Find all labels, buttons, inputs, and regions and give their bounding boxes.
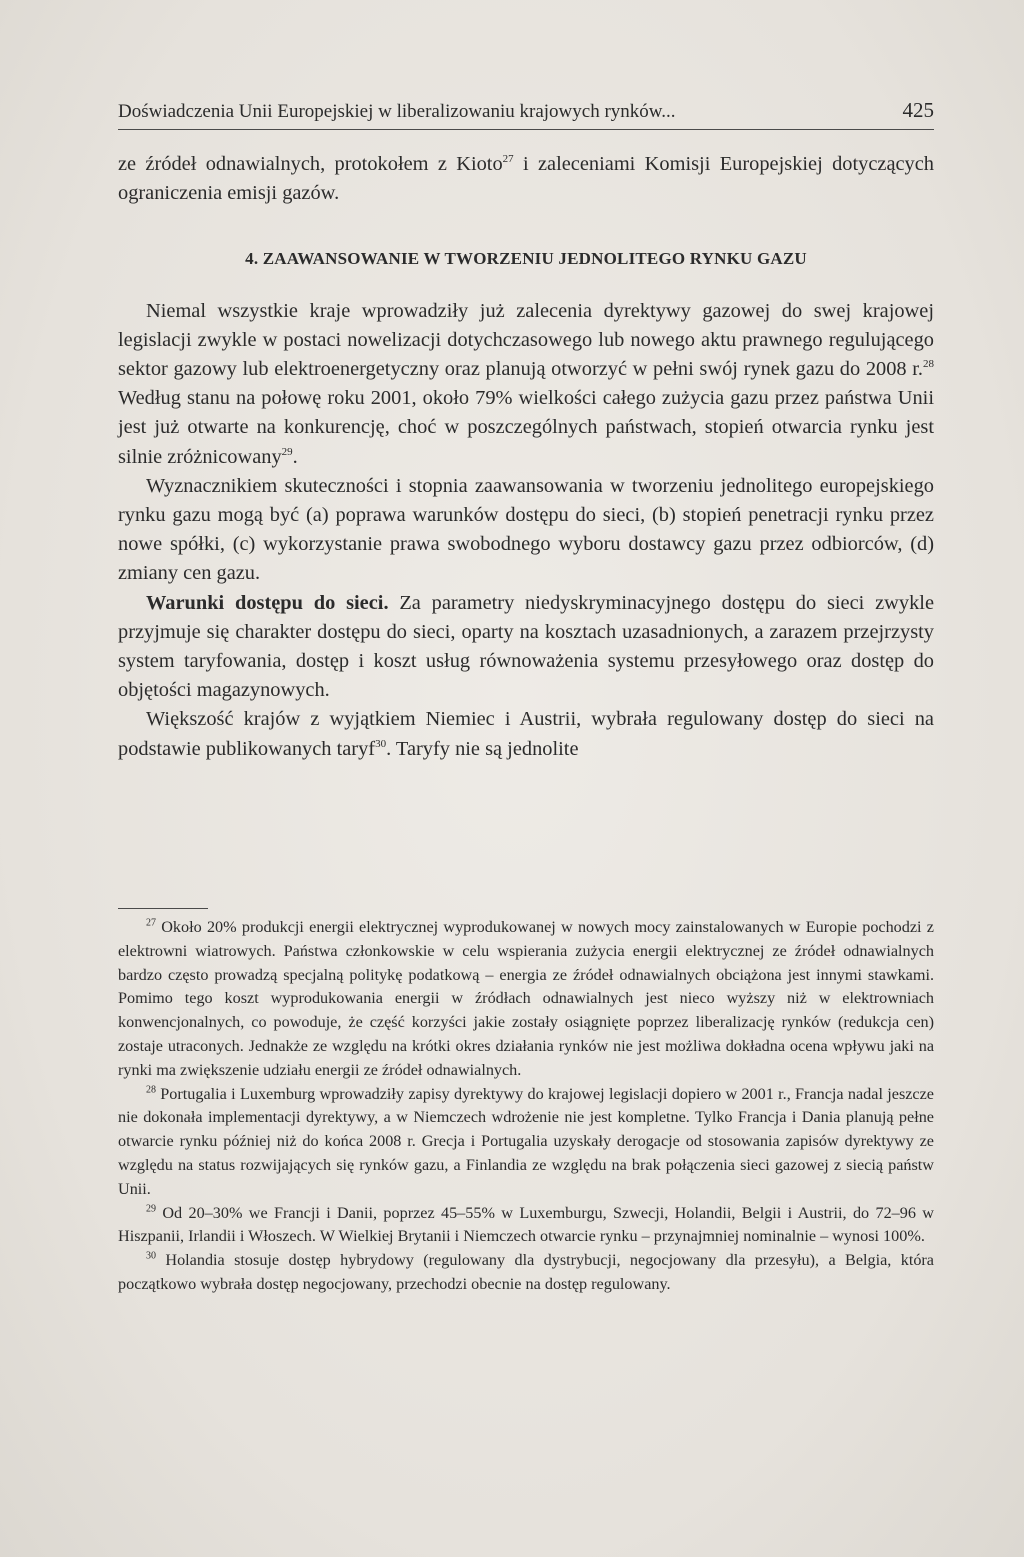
text-run: Za parametry niedyskryminacyjnego dostępu do sieci zwykle przyjmuje się charakter dostępu do sieci, oparty na kosztach uzasadnionych, a zarazem przejrzysty system taryfowania, dostęp i koszt usług równoważenia systemu przesyłowego oraz dostęp do objętości magazynowych. <box>118 591 934 702</box>
text-run: Według stanu na połowę roku 2001, około 79% wielkości całego zużycia gazu przez państwa Unii jest już otwarte na konkurencję, choć w poszczególnych państwach, stopień otwarcia rynku jest silnie zróżnicowany <box>118 387 934 468</box>
footnote-ref-27: 27 <box>502 153 514 166</box>
paragraph-3 <box>118 589 934 706</box>
running-header <box>118 98 934 130</box>
running-title: Doświadczenia Unii Europejskiej w liberalizowaniu krajowych rynków... <box>118 101 676 122</box>
footnote-text: Od 20–30% we Francji i Danii, poprzez 45–55% w Luxemburgu, Szwecji, Holandii, Belgii i Austrii, do 72–96 w Hiszpanii, Irlandii i Włoszech. W Wielkiej Brytanii i Niemczech otwarcie rynku – przynajmniej nominalnie – wynosi 100%. <box>118 1203 934 1246</box>
text-run: ze źródeł odnawialnych, protokołem z Kioto <box>118 153 503 175</box>
footnote-29 <box>118 1202 934 1250</box>
text-run: . <box>292 445 298 468</box>
footnote-text: Około 20% produkcji energii elektrycznej wyprodukowanej w nowych mocy zainstalowanych w Europie pochodzi z elektrowni wiatrowych. Państwa członkowskie w celu wspierania zużycia energii elektrycznej ze źródeł odnawialnych bardzo często prowadzą specjalną politykę podatkową – energia ze źródeł odnawialnych obciążona jest innymi stawkami. Pomimo tego koszt wyprodukowania energii w źródłach odnawialnych jest nieco wyższy niż w elektrowniach konwencjonalnych, co powoduje, że część korzyści jakie zostały osiągnięte poprzez liberalizację rynków (redukcja cen) zostaje utraconych. Jednakże ze względu na krótki okres działania rynków nie jest możliwa dokładna ocena wpływu jaki na rynki ma zwiększenie udziału energii ze źródeł odnawialnych. <box>118 918 934 1079</box>
paragraph-continuation <box>118 150 934 208</box>
text-run: i zaleceniami Komisji Europejskiej dotyczących ograniczenia emisji gazów. <box>118 153 934 205</box>
text-run: Większość krajów z wyjątkiem Niemiec i Austrii, wybrała regulowany dostęp do sieci na podstawie publikowanych taryf <box>118 708 934 760</box>
page-number: 425 <box>902 98 934 122</box>
footnote-30 <box>118 1249 934 1297</box>
footnote-text: Portugalia i Luxemburg wprowadziły zapisy dyrektywy do krajowej legislacji dopiero w 2001 r., Francja nadal jeszcze nie dokonała implementacji dyrektywy, a w Niemczech wdrożenie nie jest kompletne. Tylko Francja i Dania planują pełne otwarcie rynku później niż do końca 2008 r. Grecja i Portugalia uzyskały derogacje od stosowania zapisów dyrektywy ze względu na status rozwijających się rynków gazu, a Finlandia ze względu na brak połączenia sieci gazowej z siecią państw Unii. <box>118 1084 934 1198</box>
footnote-ref-30: 30 <box>375 737 387 750</box>
footnote-ref-29: 29 <box>281 445 293 458</box>
paragraph-1 <box>118 297 934 472</box>
footnote-27 <box>118 916 934 1083</box>
footnote-text: Holandia stosuje dostęp hybrydowy (regulowany dla dystrybucji, negocjowany dla przesyłu), a Belgia, która początkowo wybrała dostęp negocjowany, przechodzi obecnie na dostęp regulowany. <box>118 1251 934 1293</box>
section-heading: 4. ZAAWANSOWANIE W TWORZENIU JEDNOLITEGO RYNKU GAZU <box>245 249 807 269</box>
footnote-number: 29 <box>146 1203 156 1215</box>
paragraph-4 <box>118 705 934 763</box>
text-run: . Taryfy nie są jednolite <box>386 737 579 760</box>
footnote-number: 27 <box>146 917 156 929</box>
footnotes <box>118 916 934 1297</box>
footnote-28 <box>118 1083 934 1202</box>
footnote-separator <box>118 908 208 909</box>
paragraph-2: Wyznacznikiem skuteczności i stopnia zaawansowania w tworzeniu jednolitego europejskiego rynku gazu mogą być (a) poprawa warunków dostępu do sieci, (b) stopień penetracji rynku przez nowe spółki, (c) wykorzystanie prawa swobodnego wyboru dostawcy gazu przez odbiorców, (d) zmiany cen gazu. <box>118 474 934 585</box>
run-in-heading: Warunki dostępu do sieci. <box>146 591 389 614</box>
footnote-number: 28 <box>146 1084 156 1096</box>
text-run: Niemal wszystkie kraje wprowadziły już zalecenia dyrektywy gazowej do swej krajowej legislacji zwykle w postaci nowelizacji dotychczasowego lub nowego aktu prawnego regulującego sektor gazowy lub elektroenergetyczny oraz planują otworzyć w pełni swój rynek gazu do 2008 r. <box>118 299 934 381</box>
footnote-number: 30 <box>146 1250 156 1262</box>
main-text <box>118 150 934 764</box>
footnote-ref-28: 28 <box>923 358 934 371</box>
